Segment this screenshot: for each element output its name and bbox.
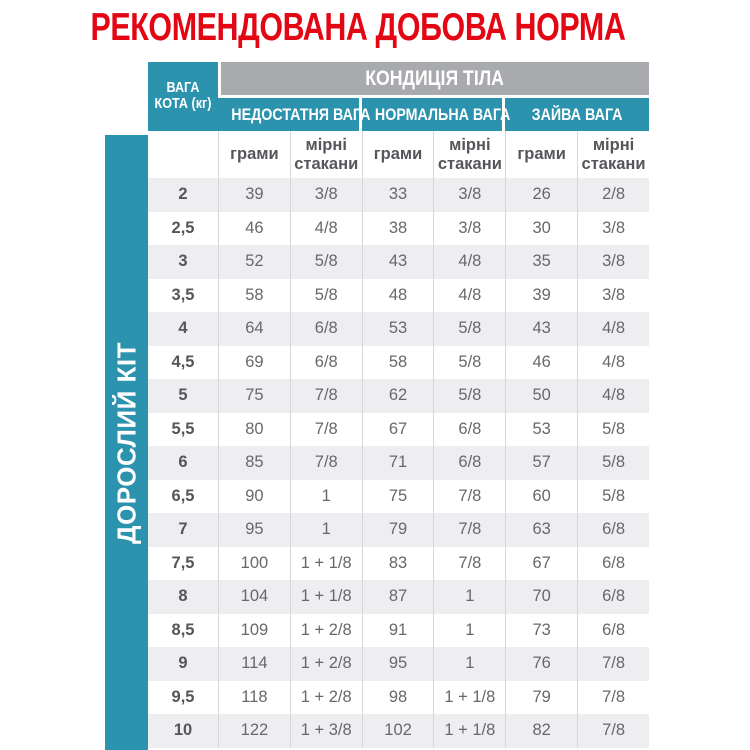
value-cell: 114 (218, 647, 290, 681)
value-cell: 46 (505, 346, 577, 380)
table-row (148, 547, 649, 581)
weight-cell: 2,5 (148, 212, 218, 246)
weight-cell: 4 (148, 312, 218, 346)
value-cell: 1 (433, 580, 505, 614)
value-cell: 1 (290, 480, 362, 514)
value-cell: 83 (362, 547, 434, 581)
weight-cell: 5 (148, 379, 218, 413)
table-row (148, 614, 649, 648)
weight-cell: 9,5 (148, 681, 218, 715)
weight-cell: 7,5 (148, 547, 218, 581)
value-cell: 7/8 (577, 681, 649, 715)
feeding-table (148, 62, 649, 748)
value-cell: 1 + 3/8 (290, 714, 362, 748)
table-row (148, 413, 649, 447)
table-row (148, 346, 649, 380)
table-row (148, 178, 649, 212)
value-cell: 4/8 (577, 379, 649, 413)
value-cell: 6/8 (290, 346, 362, 380)
value-cell: 7/8 (577, 714, 649, 748)
value-cell: 91 (362, 614, 434, 648)
value-cell: 100 (218, 547, 290, 581)
value-cell: 1 + 1/8 (290, 580, 362, 614)
table-row (148, 513, 649, 547)
value-cell: 58 (362, 346, 434, 380)
value-cell: 67 (505, 547, 577, 581)
weight-cell: 7 (148, 513, 218, 547)
value-cell: 3/8 (577, 245, 649, 279)
value-cell: 35 (505, 245, 577, 279)
value-cell: 7/8 (433, 547, 505, 581)
unit-header-cups: мірні стакани (433, 131, 505, 178)
weight-header-cell: ВАГА КОТА (кг) (148, 62, 218, 131)
unit-header-grams: грами (362, 131, 434, 178)
value-cell: 5/8 (290, 279, 362, 313)
value-cell: 7/8 (433, 513, 505, 547)
value-cell: 3/8 (433, 212, 505, 246)
value-cell: 6/8 (577, 580, 649, 614)
value-cell: 62 (362, 379, 434, 413)
value-cell: 7/8 (290, 446, 362, 480)
value-cell: 70 (505, 580, 577, 614)
value-cell: 6/8 (577, 547, 649, 581)
value-cell: 57 (505, 446, 577, 480)
value-cell: 7/8 (290, 413, 362, 447)
value-cell: 5/8 (577, 480, 649, 514)
value-cell: 102 (362, 714, 434, 748)
value-cell: 39 (218, 178, 290, 212)
value-cell: 95 (362, 647, 434, 681)
weight-cell: 5,5 (148, 413, 218, 447)
value-cell: 75 (362, 480, 434, 514)
table-row (148, 580, 649, 614)
table-row (148, 714, 649, 748)
weight-cell: 3 (148, 245, 218, 279)
value-cell: 1 + 1/8 (290, 547, 362, 581)
value-cell: 75 (218, 379, 290, 413)
value-cell: 7/8 (577, 647, 649, 681)
value-cell: 6/8 (577, 614, 649, 648)
weight-cell: 8 (148, 580, 218, 614)
value-cell: 50 (505, 379, 577, 413)
table-row (148, 446, 649, 480)
header-row-groups (148, 98, 649, 131)
table-row (148, 480, 649, 514)
value-cell: 90 (218, 480, 290, 514)
value-cell: 4/8 (433, 245, 505, 279)
value-cell: 53 (362, 312, 434, 346)
value-cell: 98 (362, 681, 434, 715)
weight-cell: 4,5 (148, 346, 218, 380)
value-cell: 38 (362, 212, 434, 246)
table-row (148, 312, 649, 346)
page-title (0, 2, 716, 54)
side-label: ДОРОСЛИЙ КІТ (111, 341, 141, 544)
value-cell: 1 + 1/8 (433, 681, 505, 715)
value-cell: 33 (362, 178, 434, 212)
group-header-underweight: НЕДОСТАТНЯ ВАГА (218, 98, 362, 131)
value-cell: 6/8 (577, 513, 649, 547)
header-row-units (148, 131, 649, 178)
weight-cell: 8,5 (148, 614, 218, 648)
value-cell: 5/8 (433, 312, 505, 346)
unit-header-grams: грами (218, 131, 290, 178)
empty-unit-cell (148, 131, 218, 178)
condition-header-cell: КОНДИЦІЯ ТІЛА (218, 62, 649, 98)
value-cell: 80 (218, 413, 290, 447)
weight-cell: 6 (148, 446, 218, 480)
value-cell: 73 (505, 614, 577, 648)
value-cell: 53 (505, 413, 577, 447)
value-cell: 4/8 (433, 279, 505, 313)
value-cell: 3/8 (290, 178, 362, 212)
value-cell: 7/8 (433, 480, 505, 514)
value-cell: 76 (505, 647, 577, 681)
value-cell: 43 (362, 245, 434, 279)
value-cell: 4/8 (577, 346, 649, 380)
table-row (148, 681, 649, 715)
weight-cell: 10 (148, 714, 218, 748)
value-cell: 7/8 (290, 379, 362, 413)
value-cell: 85 (218, 446, 290, 480)
value-cell: 6/8 (433, 413, 505, 447)
value-cell: 71 (362, 446, 434, 480)
value-cell: 67 (362, 413, 434, 447)
value-cell: 79 (505, 681, 577, 715)
value-cell: 46 (218, 212, 290, 246)
value-cell: 1 (433, 614, 505, 648)
value-cell: 43 (505, 312, 577, 346)
value-cell: 5/8 (577, 413, 649, 447)
value-cell: 1 + 2/8 (290, 614, 362, 648)
value-cell: 95 (218, 513, 290, 547)
weight-cell: 9 (148, 647, 218, 681)
value-cell: 109 (218, 614, 290, 648)
table-row (148, 212, 649, 246)
table-row (148, 379, 649, 413)
weight-cell: 2 (148, 178, 218, 212)
table-row (148, 647, 649, 681)
value-cell: 58 (218, 279, 290, 313)
value-cell: 5/8 (433, 379, 505, 413)
value-cell: 26 (505, 178, 577, 212)
weight-cell: 6,5 (148, 480, 218, 514)
value-cell: 69 (218, 346, 290, 380)
value-cell: 1 (290, 513, 362, 547)
value-cell: 2/8 (577, 178, 649, 212)
weight-cell: 3,5 (148, 279, 218, 313)
value-cell: 5/8 (433, 346, 505, 380)
value-cell: 6/8 (433, 446, 505, 480)
value-cell: 118 (218, 681, 290, 715)
group-header-normal: НОРМАЛЬНА ВАГА (362, 98, 506, 131)
value-cell: 48 (362, 279, 434, 313)
value-cell: 87 (362, 580, 434, 614)
value-cell: 1 + 1/8 (433, 714, 505, 748)
value-cell: 104 (218, 580, 290, 614)
value-cell: 82 (505, 714, 577, 748)
value-cell: 30 (505, 212, 577, 246)
page-title-text: РЕКОМЕНДОВАНА ДОБОВА НОРМА (90, 6, 626, 49)
unit-header-cups: мірні стакани (290, 131, 362, 178)
value-cell: 3/8 (433, 178, 505, 212)
value-cell: 6/8 (290, 312, 362, 346)
value-cell: 5/8 (290, 245, 362, 279)
value-cell: 4/8 (577, 312, 649, 346)
value-cell: 64 (218, 312, 290, 346)
table-body (148, 178, 649, 748)
table-row (148, 279, 649, 313)
value-cell: 1 (433, 647, 505, 681)
value-cell: 5/8 (577, 446, 649, 480)
group-header-overweight: ЗАЙВА ВАГА (505, 98, 649, 131)
value-cell: 4/8 (290, 212, 362, 246)
header-row-condition (148, 62, 649, 98)
table-row (148, 245, 649, 279)
value-cell: 122 (218, 714, 290, 748)
value-cell: 39 (505, 279, 577, 313)
value-cell: 3/8 (577, 212, 649, 246)
value-cell: 52 (218, 245, 290, 279)
value-cell: 63 (505, 513, 577, 547)
value-cell: 79 (362, 513, 434, 547)
unit-header-grams: грами (505, 131, 577, 178)
adult-cat-side-strip (105, 135, 148, 750)
value-cell: 3/8 (577, 279, 649, 313)
value-cell: 1 + 2/8 (290, 647, 362, 681)
value-cell: 60 (505, 480, 577, 514)
value-cell: 1 + 2/8 (290, 681, 362, 715)
unit-header-cups: мірні стакани (577, 131, 649, 178)
